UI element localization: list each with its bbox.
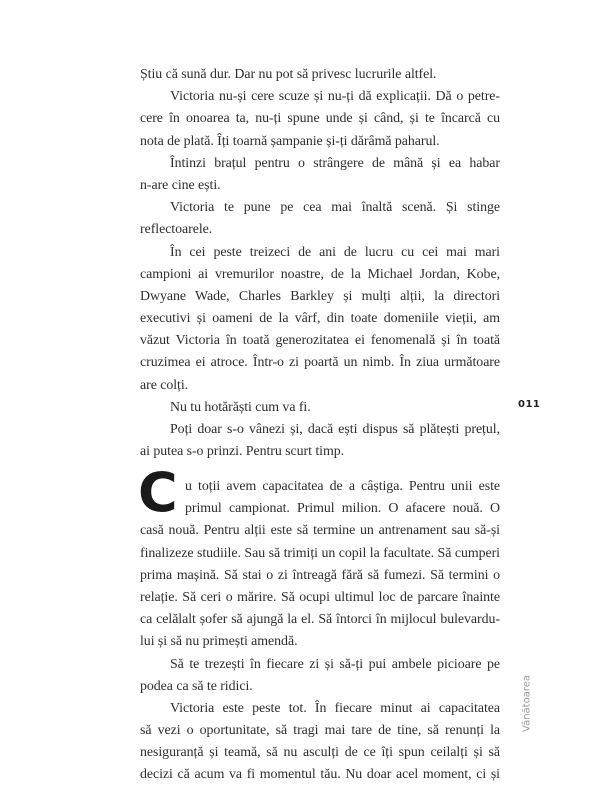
page-number: 011 bbox=[518, 399, 541, 410]
text-line: Poți doar s-o vânezi și, dacă ești dispus să plătești prețul, bbox=[170, 422, 500, 437]
text-line: ai putea s-o prinzi. Pentru scurt timp. bbox=[140, 444, 345, 460]
text-line: decizi că acum va fi momentul tău. Nu doar acel moment, ci și bbox=[140, 767, 500, 783]
text-line: reflectoarele. bbox=[140, 222, 213, 238]
text-line: nesiguranță și teamă, să nu asculți de ce îți spun ceilalți și să bbox=[140, 745, 500, 761]
text-line: relație. Să ceri o mărire. Să ocupi ultimul loc de parcare înainte bbox=[140, 589, 500, 605]
text-line: Întinzi brațul pentru o strângere de mână și ea habar bbox=[170, 155, 500, 171]
text-line: Nu tu hotărăști cum va fi. bbox=[170, 399, 311, 415]
text-line: Știu că sună dur. Dar nu pot să privesc lucrurile altfel. bbox=[140, 67, 437, 82]
text-line: u toții avem capacitatea de a câștiga. Pentru unii este bbox=[185, 479, 500, 494]
text-line: primul campionat. Primul milion. O afacere nouă. O bbox=[185, 501, 500, 517]
text-line: n-are cine ești. bbox=[140, 177, 221, 193]
text-line: ca celălalt șofer să ajungă la el. Să întorci în mijlocul bulevardu- bbox=[140, 612, 500, 628]
text-line: cere în onoarea ta, nu-ți spune unde și când, și te încarcă cu bbox=[140, 111, 500, 127]
text-line: Să te trezești în fiecare zi și să-ți pui ambele picioare pe bbox=[170, 656, 500, 672]
text-line: văzut Victoria în toată generozitatea ei fenomenală și în toată bbox=[140, 333, 500, 349]
text-line: Victoria te pune pe cea mai înaltă scenă. Și stinge bbox=[170, 200, 500, 216]
running-title: Vânătoarea bbox=[521, 675, 533, 732]
text-line: are colți. bbox=[140, 377, 189, 393]
text-line: casă nouă. Pentru alții este să termine un antrenament sau să-și bbox=[140, 523, 500, 539]
text-line: nota de plată. Îți toarnă șampanie și-ți dărâmă paharul. bbox=[140, 133, 440, 149]
text-line: prima mașină. Să stai o zi întreagă fără să fumezi. Să termini o bbox=[140, 567, 500, 583]
text-line: executivi și oameni de la vârf, din toate domeniile vieții, am bbox=[140, 311, 500, 327]
text-line: În cei peste treizeci de ani de lucru cu cei mai mari bbox=[170, 244, 500, 260]
body-text-section-1 bbox=[140, 64, 500, 463]
text-line: campioni ai vremurilor noastre, de la Michael Jordan, Kobe, bbox=[140, 266, 500, 282]
body-text-section-2 bbox=[140, 476, 500, 787]
text-line: să vezi o oportunitate, să tragi mai tare de tine, să renunți la bbox=[140, 723, 500, 739]
text-line: finalizeze studiile. Sau să trimiți un copil la facultate. Să cumperi bbox=[140, 545, 500, 561]
text-line: cruzimea ei atroce. Într-o zi poartă un nimb. În ziua următoare bbox=[140, 355, 500, 371]
text-line: Victoria este peste tot. În fiecare minut ai capacitatea bbox=[170, 700, 500, 716]
text-line: Victoria nu-și cere scuze și nu-ți dă explicații. Dă o petre- bbox=[170, 89, 500, 105]
text-line: Dwyane Wade, Charles Barkley și mulți alții, la directori bbox=[140, 288, 500, 304]
text-line: podea ca să te ridici. bbox=[140, 678, 253, 694]
text-line: lui și să nu primești amendă. bbox=[140, 634, 298, 650]
drop-cap: C bbox=[138, 461, 178, 524]
